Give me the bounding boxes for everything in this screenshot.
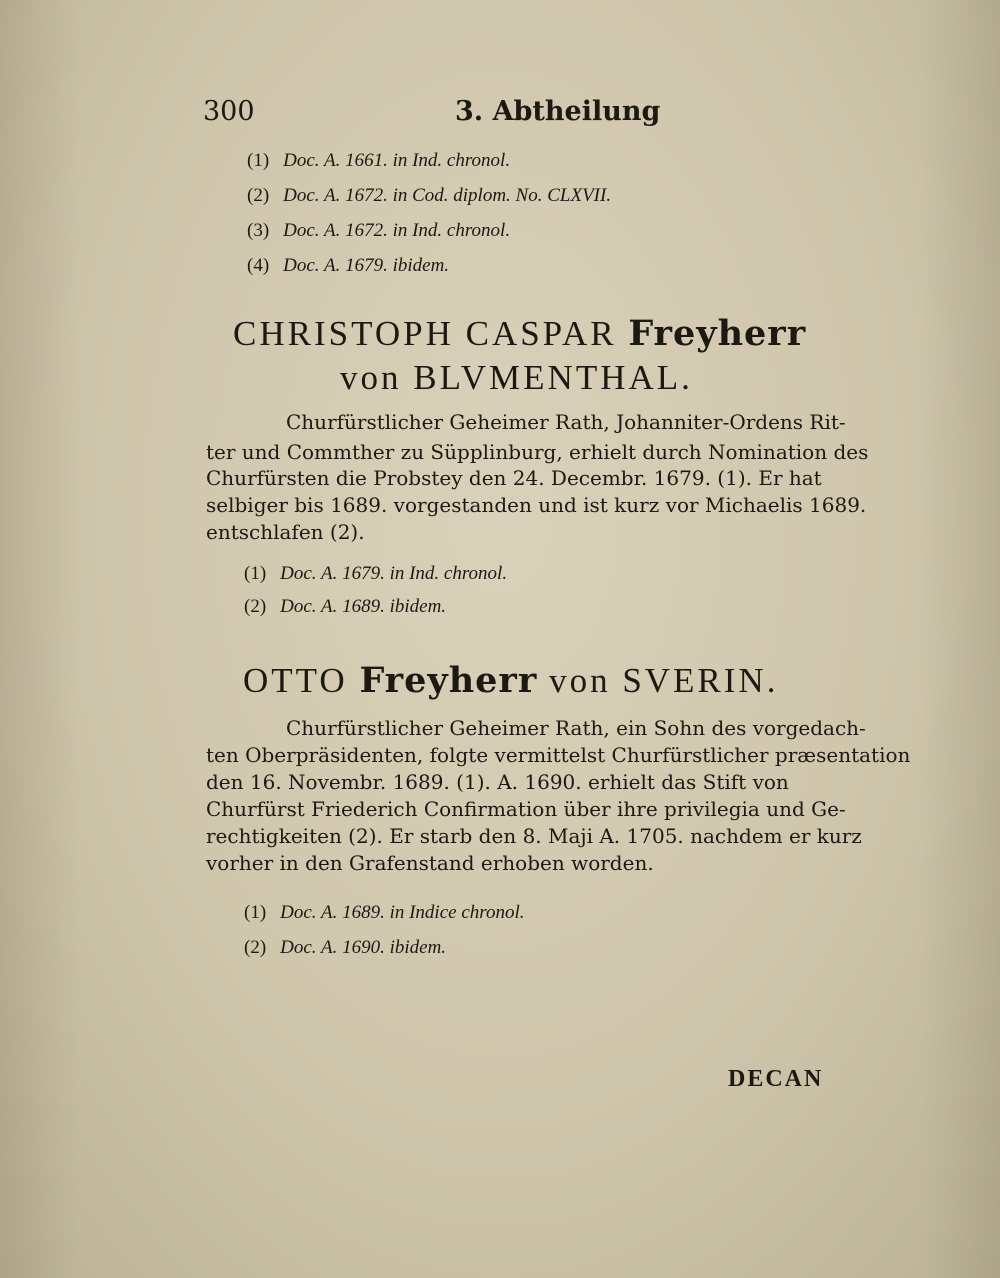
section-heading: 3. Abtheilung (455, 96, 661, 127)
footnote (247, 150, 510, 172)
footnote-number: (2) (244, 937, 267, 958)
footnote (247, 185, 611, 207)
footnote (247, 255, 449, 277)
footnote-number: (1) (244, 563, 267, 584)
body-line: vorher in den Grafenstand erhoben worden. (206, 851, 654, 875)
body-line: den 16. Novembr. 1689. (1). A. 1690. erhielt das Stift von (206, 770, 789, 794)
body-line: Churfürsten die Probstey den 24. Decembr. 1679. (1). Er hat (206, 466, 822, 490)
body-line: selbiger bis 1689. vorgestanden und ist kurz vor Michaelis 1689. (206, 493, 867, 517)
entry-title-rank: Freyherr (359, 660, 538, 701)
footnote-reference: Doc. A. 1679. in Ind. chronol. (280, 563, 508, 584)
body-line: Churfürstlicher Geheimer Rath, Johanniter-Ordens Rit- (286, 410, 846, 434)
entry-title (243, 660, 778, 701)
page-number: 300 (203, 96, 255, 127)
footnote (244, 563, 507, 585)
entry-title (233, 313, 806, 354)
body-line: entschlafen (2). (206, 520, 365, 544)
body-line: Churfürst Friederich Confirmation über ihre privilegia und Ge- (206, 797, 846, 821)
footnote-reference: Doc. A. 1661. in Ind. chronol. (283, 150, 511, 171)
entry-title-name: CHRISTOPH CASPAR (233, 314, 629, 353)
footnote-reference: Doc. A. 1672. in Cod. diplom. No. CLXVII. (283, 185, 612, 206)
footnote-number: (4) (247, 255, 270, 276)
entry-title-line2: von BLVMENTHAL. (340, 358, 693, 397)
footnote (244, 937, 446, 959)
footnote (244, 902, 524, 924)
body-line: ter und Commther zu Süpplinburg, erhielt durch Nomination des (206, 440, 869, 464)
footnote-reference: Doc. A. 1672. in Ind. chronol. (283, 220, 511, 241)
footnote-reference: Doc. A. 1690. ibidem. (280, 937, 447, 958)
footnote-number: (3) (247, 220, 270, 241)
entry-title-name-rest: von SVERIN. (537, 661, 779, 700)
footnote-reference: Doc. A. 1679. ibidem. (283, 255, 450, 276)
body-line: rechtigkeiten (2). Er starb den 8. Maji A. 1705. nachdem er kurz (206, 824, 862, 848)
entry-title-rank: Freyherr (628, 313, 807, 354)
body-line: Churfürstlicher Geheimer Rath, ein Sohn des vorgedach- (286, 716, 866, 740)
footnote-reference: Doc. A. 1689. ibidem. (280, 596, 447, 617)
footnote-reference: Doc. A. 1689. in Indice chronol. (280, 902, 525, 923)
footnote (247, 220, 510, 242)
footnote (244, 596, 446, 618)
catchword: DECAN (728, 1066, 824, 1092)
body-line: ten Oberpräsidenten, folgte vermittelst Churfürstlicher præsentation (206, 743, 911, 767)
footnote-number: (2) (244, 596, 267, 617)
footnote-number: (2) (247, 185, 270, 206)
footnote-number: (1) (247, 150, 270, 171)
footnote-number: (1) (244, 902, 267, 923)
entry-title-name: OTTO (243, 661, 360, 700)
